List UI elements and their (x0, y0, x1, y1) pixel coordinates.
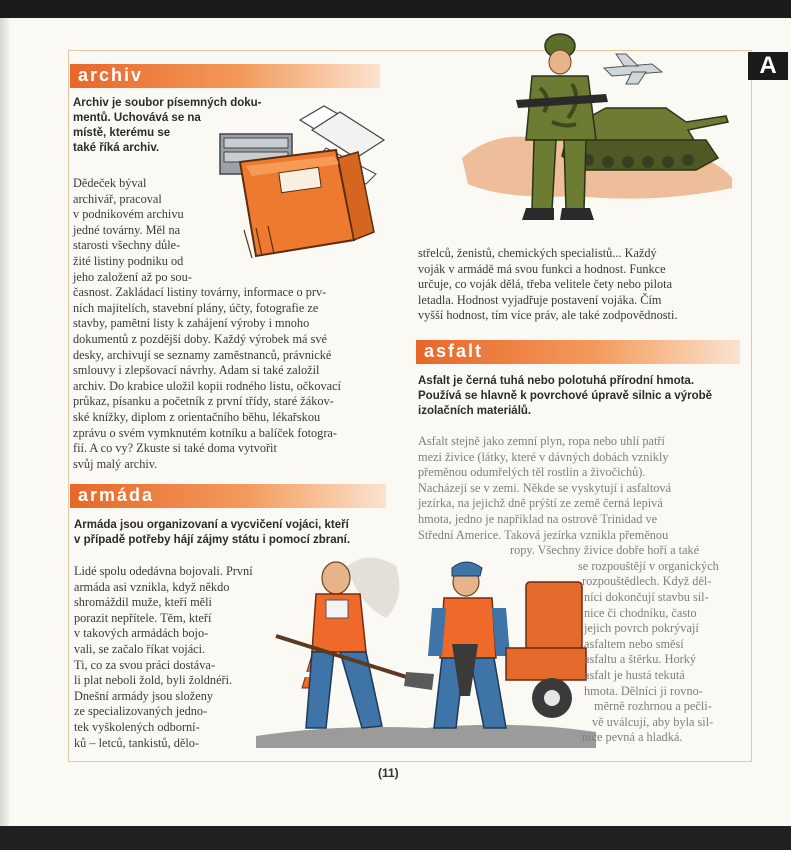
armada-continuation-line: střelců, ženistů, chemických specialistů... Každý (418, 246, 657, 260)
armada-text-line: ků – letců, tankistů, dělo- (74, 735, 199, 750)
armada-text-line: armáda asi vznikla, když někdo (74, 579, 230, 594)
archiv-text-line: Dědeček býval (73, 176, 147, 190)
armada-text-line: ze specializovaných jedno- (74, 704, 208, 719)
asfalt-text-line: přeměnou odumřelých těl rostlin a živočichů). (418, 465, 646, 480)
book-gutter (0, 18, 10, 826)
archiv-text-line: v podnikovém archivu (73, 207, 184, 222)
armada-text-line: porazit nepřítele. Těm, kteří (74, 610, 212, 625)
asfalt-text-line: jezírka, na jejichž dně prýští ze země černá lepivá (418, 496, 663, 511)
archiv-heading: archiv (78, 65, 144, 85)
armada-text (74, 564, 253, 751)
archiv-text-line: jeho založení až po sou- (73, 269, 192, 284)
asfalt-lead-line: izolačních materiálů. (418, 405, 532, 417)
archiv-text-line: časnost. Zakládací listiny továrny, informace o prv- (73, 285, 327, 300)
asfalt-text-line: ropy. Všechny živice dobře hoří a také (510, 543, 700, 558)
armada-lead-line: v případě potřeby hájí zájmy státu i pomocí zbraní. (74, 534, 351, 546)
asfalt-text-line: níci dokončují stavbu sil- (584, 589, 709, 604)
soldier-tank-illustration (456, 28, 746, 228)
asfalt-text-line: asfaltu a štěrku. Horký (584, 652, 697, 667)
armada-continuation-text (418, 246, 677, 324)
archiv-text-line: fií. A co vy? Zkuste si také doma vytvořit (73, 441, 277, 456)
archiv-text-line: desky, archivují se seznamy zaměstnanců, právnické (73, 347, 332, 362)
armada-text-line: Ti, co za svou práci dostáva- (74, 657, 215, 672)
scan-top-edge (0, 0, 791, 18)
archiv-lead-line: místě, kterému se (73, 127, 171, 139)
asfalt-text-line: hmota. Dělníci ji rovno- (584, 683, 703, 698)
archiv-lead-line: také říká archiv. (73, 142, 160, 154)
armada-heading-bar (70, 484, 386, 508)
archiv-lead-line: mentů. Uchovává se na (73, 112, 201, 124)
archiv-text-line: ské knížky, diplom z orientačního běhu, lékařskou (73, 409, 321, 424)
armada-lead (74, 518, 350, 548)
archiv-text-line: starosti všechny důle- (73, 238, 181, 253)
asfalt-text-line: se rozpouštějí v organických (578, 558, 719, 573)
armada-text-line: Lidé spolu odedávna bojovali. První (74, 564, 253, 578)
asfalt-text-line: rozpouštědlech. Když děl- (582, 574, 712, 589)
archiv-text-line: smlouvy i zlepšovací návrhy. Adam si také založil (73, 363, 320, 378)
archiv-text-line: stavby, pamětní listy k zahájení výroby i mnoho (73, 316, 310, 331)
armada-text-line: vali, se začalo říkat vojáci. (74, 641, 206, 656)
asfalt-text-line: nice pevná a hladká. (582, 730, 683, 745)
asfalt-text-line: měrně rozhrnou a pečli- (594, 699, 712, 714)
asfalt-text-line: Střední Americe. Taková jezírka vznikla přeměnou (418, 527, 669, 542)
asfalt-text-line: mezi živice (látky, které v dávných dobách vznikly (418, 449, 669, 464)
archiv-text-line: dokumentů z pozdější doby. Každý výrobek má své (73, 331, 327, 346)
archiv-lead-line: Archiv je soubor písemných doku- (73, 97, 262, 109)
asfalt-text-line: Asfalt stejně jako zemní plyn, ropa nebo uhlí patří (418, 434, 665, 448)
asfalt-text-line: nice či chodníku, často (584, 605, 697, 620)
asfalt-text-line: asfaltem nebo směsí (584, 636, 684, 651)
archiv-text-line: svůj malý archiv. (73, 456, 158, 471)
asfalt-lead-line: Asfalt je černá tuhá nebo polotuhá přírodní hmota. (418, 375, 695, 387)
archiv-text-line: průkaz, písanku a početník z první třídy, staré žákov- (73, 394, 334, 409)
archiv-text-line: zprávu o svém vymknutém kotníku a balíček fotogra- (73, 425, 337, 440)
asfalt-text-line: Nacházejí se v zemi. Někde se vyskytují i asfaltová (418, 480, 672, 495)
armada-lead-line: Armáda jsou organizovaní a vycvičení vojáci, kteří (74, 519, 349, 531)
armada-text-line: v takových armádách bojo- (74, 626, 209, 641)
asfalt-text (418, 434, 748, 746)
asfalt-lead-line: Používá se hlavně k povrchové úpravě silnic a výrobě (418, 390, 713, 402)
asfalt-text-line: asfalt je hustá tekutá (584, 667, 685, 682)
armada-continuation-line: vyšší hodnost, tím více práv, ale také zodpovědnosti. (418, 308, 678, 323)
asfalt-text-line: hmota, jedno je například na ostrově Trinidad ve (418, 511, 658, 526)
archiv-text (73, 176, 341, 472)
archiv-text-line: archivář, pracoval (73, 191, 162, 206)
archiv-text-line: žité listiny podniku od (73, 253, 184, 268)
archiv-text-line: jedné továrny. Měl na (73, 222, 181, 237)
letter-tab: A (748, 52, 788, 80)
armada-text-line: li plat neboli žold, byli žoldnéři. (74, 673, 233, 688)
asfalt-text-line: jejich povrch pokrývají (584, 621, 699, 636)
asfalt-text-line: vě uválcují, aby byla sil- (592, 714, 714, 729)
armada-text-line: tek vyškolených odborní- (74, 719, 200, 734)
archiv-heading-bar (70, 64, 380, 88)
page-number: (11) (378, 766, 399, 780)
archiv-text-line: ních majitelích, stavební plány, účty, fotografie ze (73, 300, 319, 315)
scan-bottom-edge (0, 826, 791, 850)
archiv-text-line: archiv. Do krabice uložil kopii rodného listu, očkovací (73, 378, 341, 393)
armada-text-line: Dnešní armády jsou složeny (74, 688, 213, 703)
armada-continuation-line: určuje, co voják dělá, třeba velitele čety nebo pilota (418, 277, 673, 292)
asfalt-lead (418, 374, 712, 419)
asfalt-heading-bar (416, 340, 740, 364)
armada-heading: armáda (78, 485, 155, 505)
armada-text-line: shromáždil muže, kteří měli (74, 595, 212, 610)
armada-continuation-line: voják v armádě má svou funkci a hodnost. Funkce (418, 261, 666, 276)
asfalt-heading: asfalt (424, 341, 484, 361)
armada-continuation-line: letadla. Hodnost vyjadřuje postavení vojáka. Čím (418, 292, 662, 307)
